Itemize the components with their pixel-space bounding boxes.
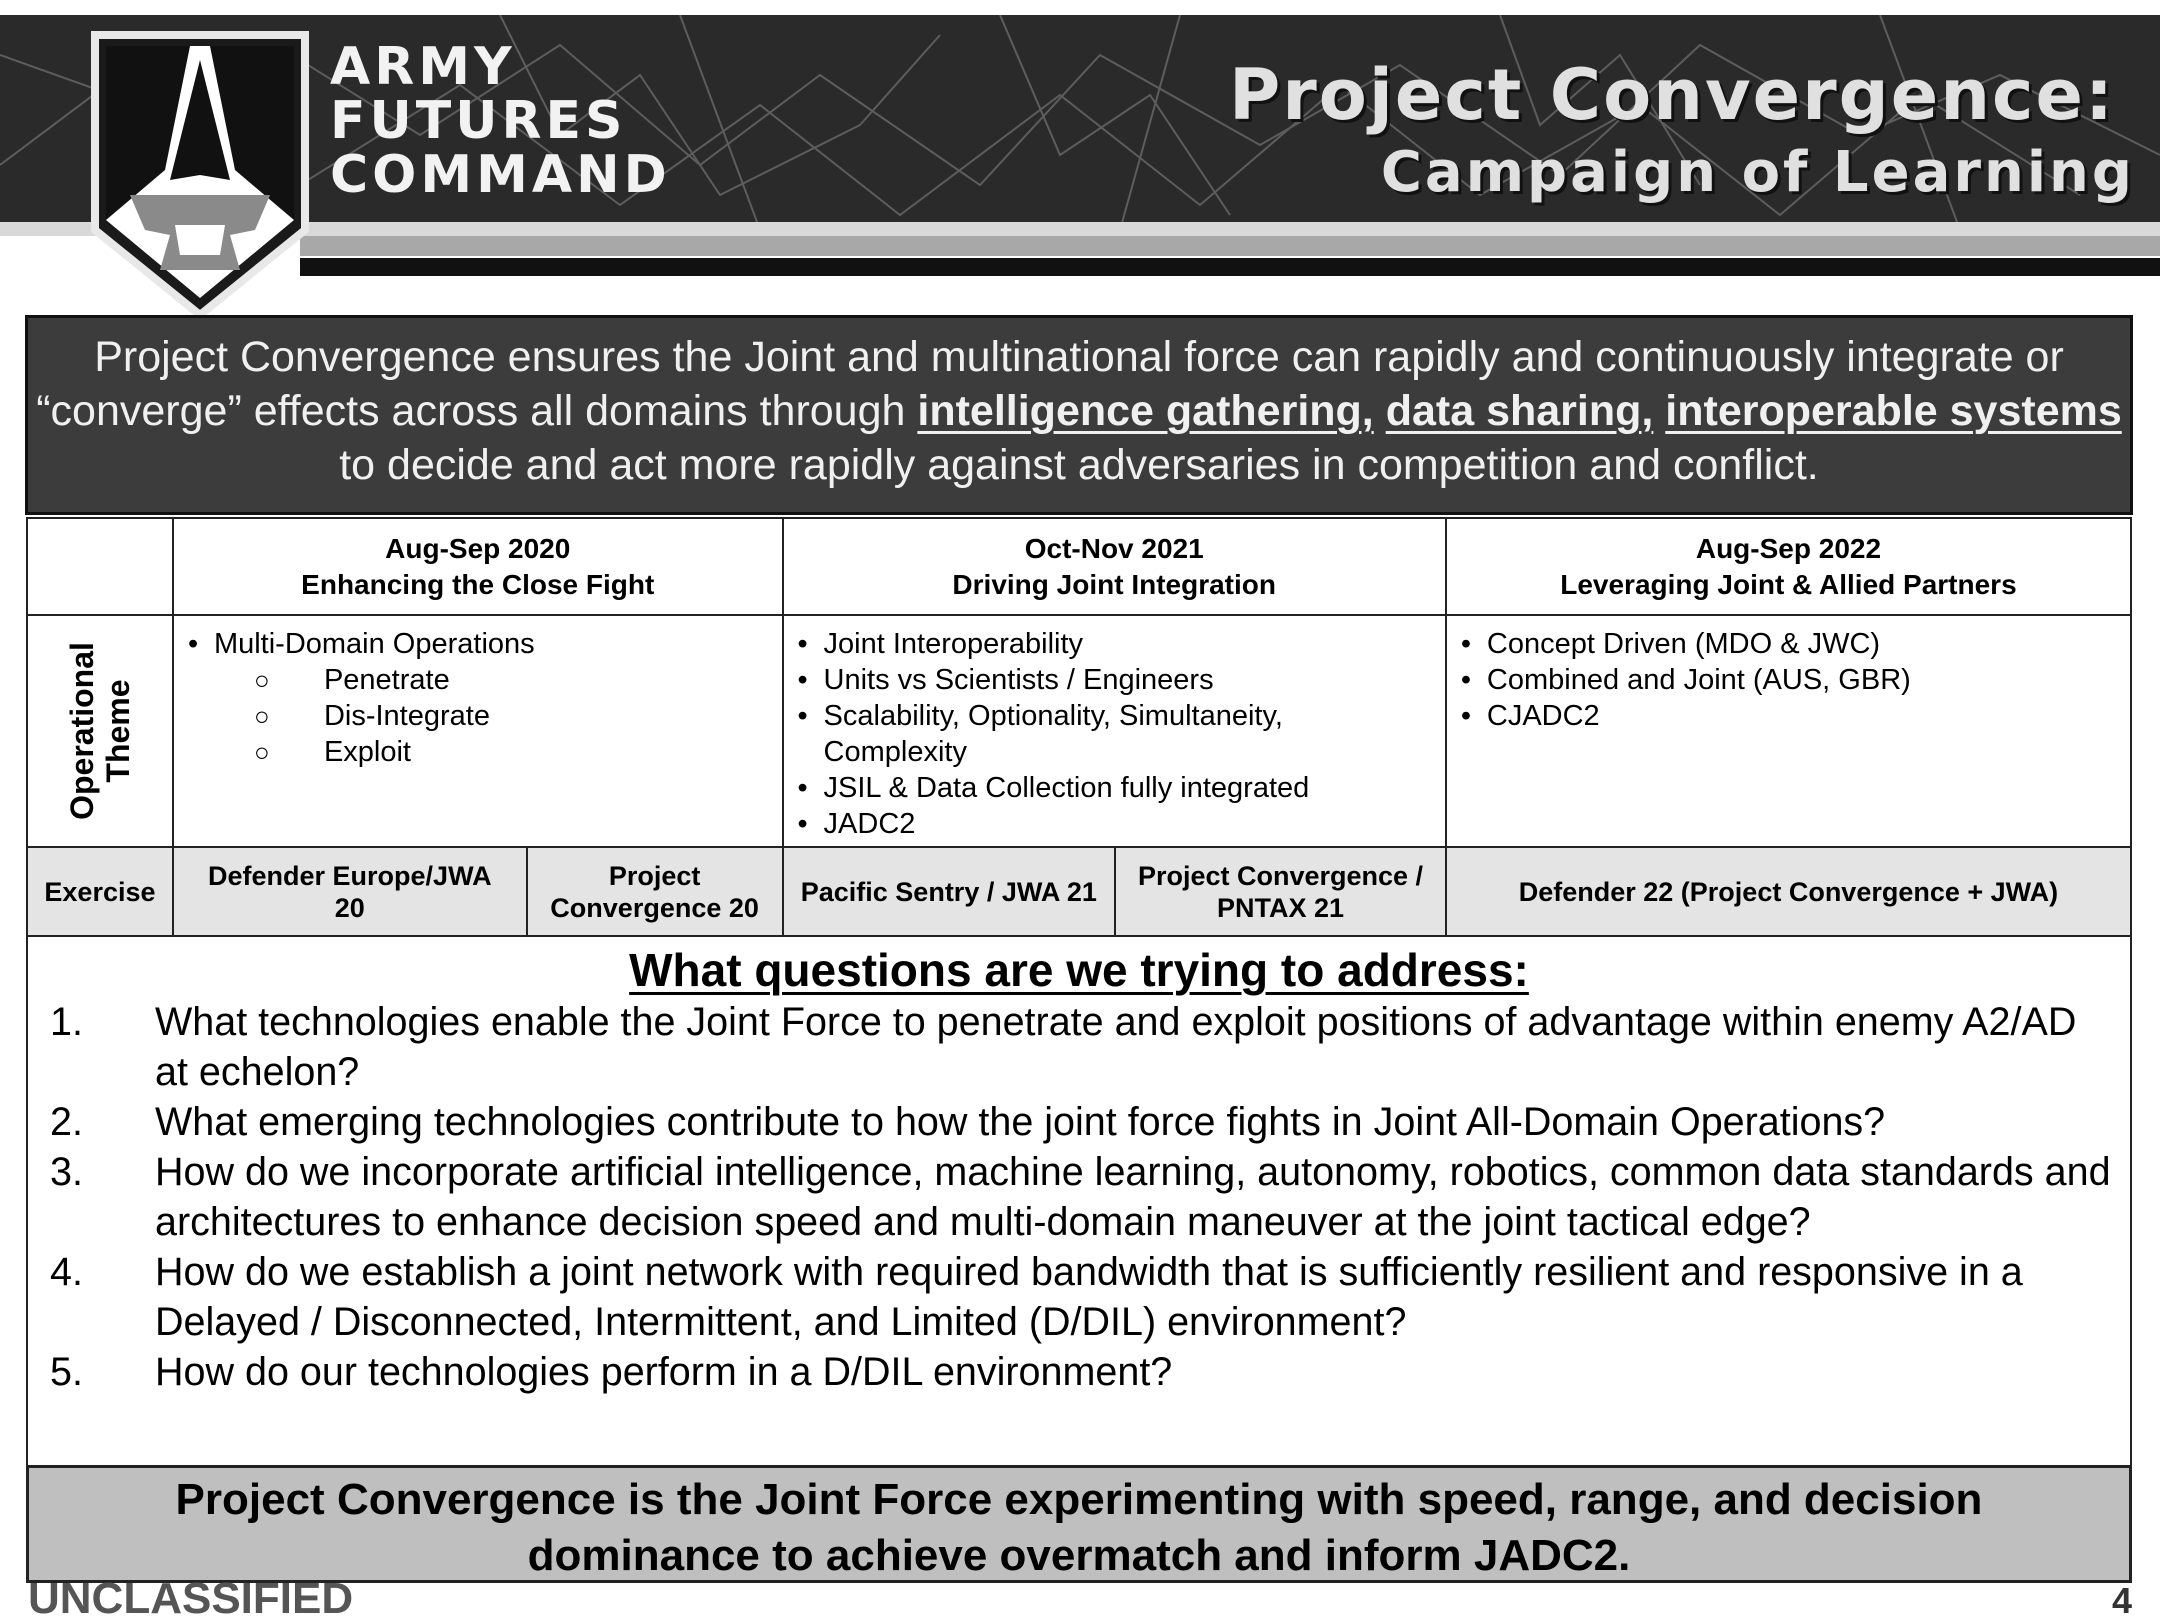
list-item — [50, 1147, 2120, 1247]
exercise-row — [27, 847, 2131, 936]
theme-list — [1447, 616, 2130, 734]
intro-summary — [25, 315, 2133, 515]
list-number: 3. — [50, 1150, 83, 1194]
list-number: 1. — [50, 1000, 83, 1044]
column-header-2020 — [173, 518, 783, 615]
intro-highlight: intelligence gathering, — [917, 387, 1374, 435]
list-number: 5. — [50, 1350, 83, 1394]
row-label-operational-theme — [27, 615, 173, 847]
org-name-line: COMMAND — [330, 145, 671, 205]
column-header-2021 — [783, 518, 1446, 615]
row-label-line: Theme — [99, 679, 136, 783]
list-item-text: Multi-Domain Operations — [213, 628, 535, 660]
table-header-row — [27, 518, 2131, 615]
org-name — [330, 37, 671, 205]
list-item — [50, 1097, 2120, 1147]
list-item-text: How do our technologies perform in a D/DIL environment? — [155, 1350, 1173, 1394]
classification-marking: UNCLASSIFIED — [28, 1574, 354, 1620]
intro-text: Project Convergence ensures the Joint and multinational force can rapidly and continuously integrate or “converge” effects across all domains through — [36, 333, 2064, 435]
page-subtitle: Campaign of Learning — [1380, 140, 2135, 205]
list-item: • Joint Interoperability — [798, 626, 1445, 662]
list-item — [188, 626, 782, 770]
list-item: • Scalability, Optionality, Simultaneity, Complexity — [798, 698, 1445, 770]
list-item: • JSIL & Data Collection fully integrated — [798, 770, 1445, 806]
column-theme: Leveraging Joint & Allied Partners — [1560, 568, 2017, 600]
column-date: Aug-Sep 2020 — [385, 532, 571, 564]
banner-stripe — [0, 222, 2160, 236]
operational-theme-row — [27, 615, 2131, 847]
exercise-cell: Pacific Sentry / JWA 21 — [783, 847, 1116, 936]
list-item: • Concept Driven (MDO & JWC) — [1461, 626, 2130, 662]
list-item — [50, 1247, 2120, 1347]
row-label-line: Operational — [63, 642, 100, 820]
questions-section — [26, 937, 2132, 1467]
list-item-text: How do we incorporate artificial intelligence, machine learning, autonomy, robotics, common data standards and architectures to enhance decision speed and multi-domain maneuver at the joint tactical edge? — [155, 1150, 2111, 1244]
theme-cell-2021 — [783, 615, 1446, 847]
conclusion-line: dominance to achieve overmatch and inform JADC2. — [527, 1531, 1631, 1580]
column-date: Oct-Nov 2021 — [1024, 532, 1204, 564]
banner-stripe — [300, 258, 2160, 276]
org-name-line: ARMY — [330, 37, 516, 97]
questions-heading: What questions are we trying to address: — [629, 944, 1529, 996]
intro-text: to decide and act more rapidly against adversaries in competition and conflict. — [339, 441, 1819, 489]
list-item — [50, 1347, 2120, 1397]
corner-cell — [27, 518, 173, 615]
list-number: 4. — [50, 1250, 83, 1294]
intro-highlight: interoperable systems — [1665, 387, 2122, 435]
org-name-line: FUTURES — [330, 91, 627, 151]
exercise-cell: Defender 22 (Project Convergence + JWA) — [1446, 847, 2131, 936]
exercise-cell: Project Convergence / PNTAX 21 — [1115, 847, 1446, 936]
list-number: 2. — [50, 1100, 83, 1144]
conclusion-line: Project Convergence is the Joint Force experimenting with speed, range, and decision — [175, 1475, 1983, 1524]
list-item: • JADC2 — [798, 806, 1445, 842]
list-item-text: What technologies enable the Joint Force to penetrate and exploit positions of advantage within enemy A2/AD at echelon? — [155, 1000, 2077, 1094]
column-theme: Enhancing the Close Fight — [301, 568, 655, 600]
sub-list — [214, 662, 782, 770]
column-theme: Driving Joint Integration — [952, 568, 1276, 600]
afc-shield-logo-icon — [90, 30, 310, 320]
list-item: ○ Exploit — [254, 734, 782, 770]
exercise-cell: Defender Europe/JWA 20 — [173, 847, 527, 936]
page-number: 4 — [2111, 1580, 2132, 1620]
list-item: • Units vs Scientists / Engineers — [798, 662, 1445, 698]
campaign-schedule-table — [26, 517, 2132, 937]
list-item-text: How do we establish a joint network with required bandwidth that is sufficiently resilient and responsive in a Delayed / Disconnected, Intermittent, and Limited (D/DIL) environment? — [155, 1250, 2023, 1344]
list-item: • CJADC2 — [1461, 698, 2130, 734]
questions-list — [50, 997, 2120, 1397]
banner-stripe — [300, 236, 2160, 256]
column-header-2022 — [1446, 518, 2131, 615]
conclusion-banner — [26, 1465, 2132, 1583]
list-item: • Combined and Joint (AUS, GBR) — [1461, 662, 2130, 698]
exercise-cell: Project Convergence 20 — [527, 847, 783, 936]
page-title: Project Convergence: — [1228, 54, 2115, 136]
list-item — [50, 997, 2120, 1097]
column-date: Aug-Sep 2022 — [1695, 532, 1882, 564]
row-label — [64, 642, 136, 820]
theme-list — [784, 616, 1445, 842]
list-item: ○ Dis-Integrate — [254, 698, 782, 734]
row-label-exercise: Exercise — [27, 847, 173, 936]
theme-cell-2020 — [173, 615, 783, 847]
theme-list — [174, 616, 782, 770]
theme-cell-2022 — [1446, 615, 2131, 847]
list-item: ○ Penetrate — [254, 662, 782, 698]
list-item-text: What emerging technologies contribute to how the joint force fights in Joint All-Domain Operations? — [155, 1100, 1886, 1144]
intro-highlight: data sharing, — [1385, 387, 1654, 435]
